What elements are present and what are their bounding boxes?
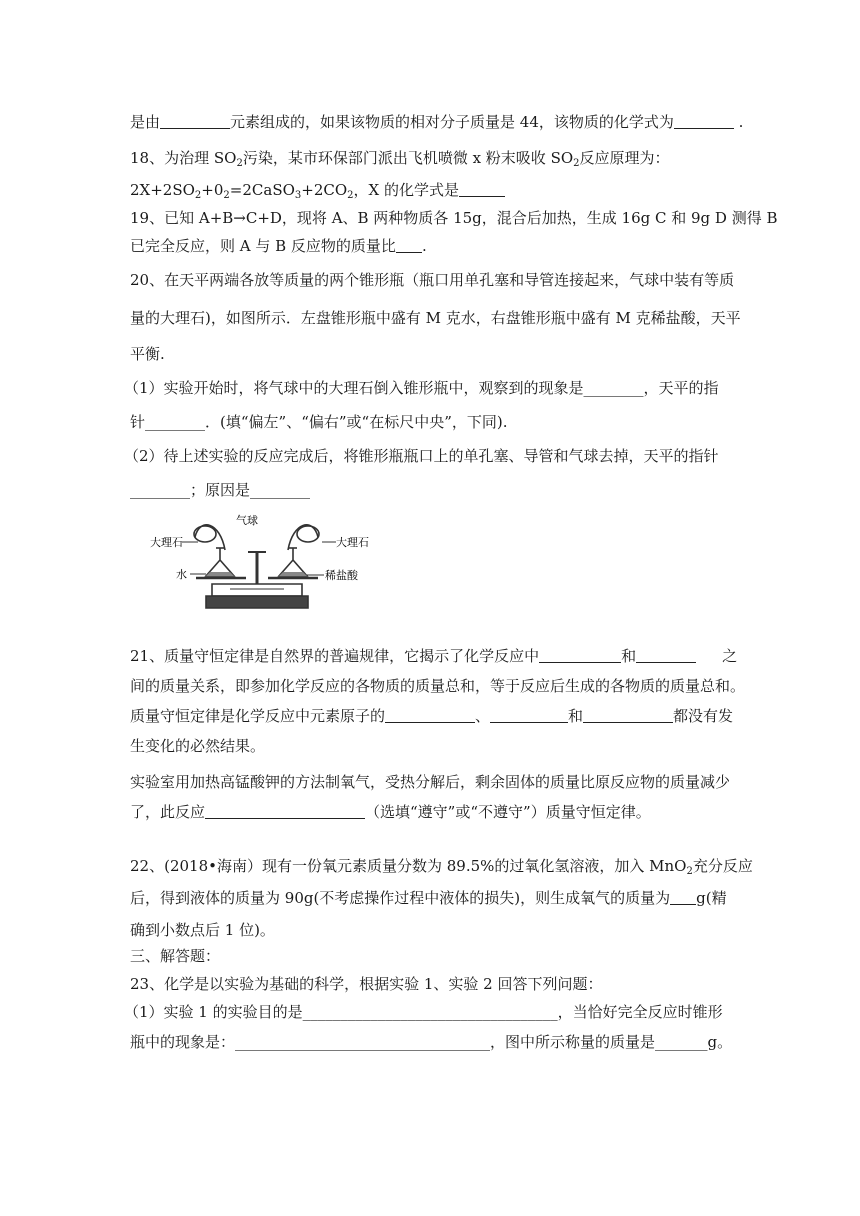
q18-eq-a: 2X+2SO — [130, 181, 195, 199]
q17-blank-1[interactable] — [160, 114, 230, 129]
q21-blank-3[interactable] — [385, 708, 475, 723]
left-flask-icon — [206, 548, 234, 576]
q19-blank[interactable] — [396, 238, 422, 253]
q21-text-c: 之 — [722, 647, 738, 665]
left-balloon-tube — [195, 525, 225, 550]
figure-label-balloon: 气球 — [236, 514, 258, 527]
q21-blank-4[interactable] — [490, 708, 568, 723]
q18-blank[interactable] — [459, 182, 505, 197]
q21-blank-1[interactable] — [539, 648, 621, 663]
q20-part2-line-2: ________；原因是________ — [130, 481, 311, 499]
section-3-heading: 三、解答题： — [130, 947, 221, 965]
q22-text-b: 充分反应 — [692, 857, 753, 875]
left-balloon-icon — [194, 526, 216, 542]
q18-text-b: 污染，某市环保部门派出飞机喷微 x 粉末吸收 SO — [242, 149, 574, 167]
q18-eq-c: =2CaSO — [229, 181, 295, 199]
q21-text-3a: 质量守恒定律是化学反应中元素原子的 — [130, 707, 386, 725]
q22-line-1 — [130, 856, 753, 876]
q23-line-1: 23、化学是以实验为基础的科学，根据实验 1、实验 2 回答下列问题： — [130, 975, 603, 993]
q22-line-3: 确到小数点后 1 位)。 — [130, 921, 275, 939]
q17-blank-2[interactable] — [674, 114, 734, 129]
q18-eq-sub-3: 3 — [294, 190, 302, 201]
q17-text-part1: 是由 — [130, 113, 161, 131]
q19-line-2 — [130, 236, 427, 256]
q21-text-3d: 都没有发 — [673, 707, 734, 725]
q18-eq-d: +2CO — [301, 181, 348, 199]
q18-eq-sub-4: 2 — [347, 190, 354, 201]
q23-line-2: （1）实验 1 的实验目的是__________________________________，当恰好完全反应时锥形 — [124, 1003, 723, 1021]
q21-text-a: 21、质量守恒定律是自然界的普遍规律，它揭示了化学反应中 — [130, 647, 540, 665]
q21-blank-6[interactable] — [205, 804, 365, 819]
q18-text-c: 反应原理为： — [579, 149, 670, 167]
q21-blank-5[interactable] — [583, 708, 673, 723]
q18-line-1 — [130, 148, 670, 168]
figure-label-acid: 稀盐酸 — [325, 569, 358, 582]
q20-part1-line-1: （1）实验开始时，将气球中的大理石倒入锥形瓶中，观察到的现象是________，天平的指 — [124, 379, 719, 397]
q17-text-part3: . — [733, 113, 744, 131]
q20-part2-line-1: （2）待上述实验的反应完成后，将锥形瓶瓶口上的单孔塞、导管和气球去掉，天平的指针 — [124, 447, 719, 465]
balance-foot — [206, 596, 308, 608]
q22-text-2b: g(精 — [696, 889, 727, 907]
q18-text-a: 18、为治理 SO — [130, 149, 237, 167]
q19-text: 已完全反应，则 A 与 B 反应物的质量比 — [130, 237, 396, 255]
q17-tail-line — [130, 112, 743, 132]
right-balloon-tube — [288, 525, 318, 550]
left-liquid — [206, 572, 234, 576]
right-balloon-icon — [297, 526, 319, 542]
q21-text-b: 和 — [621, 647, 637, 665]
balance-base — [212, 584, 302, 596]
q22-text-a: 22、(2018•海南）现有一份氧元素质量分数为 89.5%的过氧化氢溶液，加入 MnO — [130, 857, 687, 875]
q18-sub-2: 2 — [573, 158, 580, 169]
q18-eq-e: ，X 的化学式是 — [353, 181, 459, 199]
right-liquid — [279, 572, 307, 576]
figure-label-water: 水 — [176, 568, 187, 581]
q19-line-1: 19、已知 A+B→C+D，现将 A、B 两种物质各 15g，混合后加热，生成 16g C 和 9g D 测得 B — [130, 209, 778, 227]
q21-line-5: 实验室用加热高锰酸钾的方法制氧气，受热分解后，剩余固体的质量比原反应物的质量减少 — [130, 773, 731, 791]
balance-experiment-figure — [150, 512, 370, 620]
q23-line-3: 瓶中的现象是：__________________________________，图中所示称量的质量是_______g。 — [130, 1033, 733, 1051]
q22-sub: 2 — [686, 866, 693, 877]
q20-line-3: 平衡. — [130, 345, 165, 363]
q21-line-3 — [130, 706, 733, 726]
q21-line-4: 生变化的必然结果。 — [130, 737, 266, 755]
balance-illustration — [150, 512, 370, 620]
q20-line-2: 量的大理石)，如图所示．左盘锥形瓶中盛有 M 克水，右盘锥形瓶中盛有 M 克稀盐酸，天平 — [130, 309, 741, 327]
figure-label-marble-left: 大理石 — [150, 536, 183, 549]
q21-blank-2[interactable] — [636, 648, 696, 663]
q21-text-6b: （选填“遵守”或“不遵守”）质量守恒定律。 — [365, 803, 651, 821]
q21-text-3c: 和 — [568, 707, 584, 725]
q21-text-3b: 、 — [475, 707, 491, 725]
q18-eq-sub-2: 2 — [223, 190, 230, 201]
q18-sub-1: 2 — [236, 158, 243, 169]
q21-line-1 — [130, 646, 737, 666]
right-flask-icon — [279, 548, 307, 576]
q21-line-2: 间的质量关系，即参加化学反应的各物质的质量总和，等于反应后生成的各物质的质量总和。 — [130, 677, 746, 695]
q20-line-1: 20、在天平两端各放等质量的两个锥形瓶（瓶口用单孔塞和导管连接起来，气球中装有等质 — [130, 271, 735, 289]
q18-eq-sub-1: 2 — [194, 190, 202, 201]
q22-blank[interactable] — [670, 890, 696, 905]
q18-eq-b: +0 — [201, 181, 224, 199]
q17-text-part2: 元素组成的，如果该物质的相对分子质量是 44，该物质的化学式为 — [230, 113, 674, 131]
q22-line-2 — [130, 888, 727, 908]
q21-line-6 — [130, 802, 651, 822]
figure-label-marble-right: 大理石 — [336, 536, 369, 549]
q21-text-6a: 了，此反应 — [130, 803, 206, 821]
q18-equation-line — [130, 180, 505, 200]
q19-end: . — [421, 237, 427, 255]
q20-part1-line-2: 针________．(填“偏左”、“偏右”或“在标尺中央”，下同). — [130, 413, 508, 431]
q22-text-2a: 后，得到液体的质量为 90g(不考虑操作过程中液体的损失)，则生成氧气的质量为 — [130, 889, 671, 907]
